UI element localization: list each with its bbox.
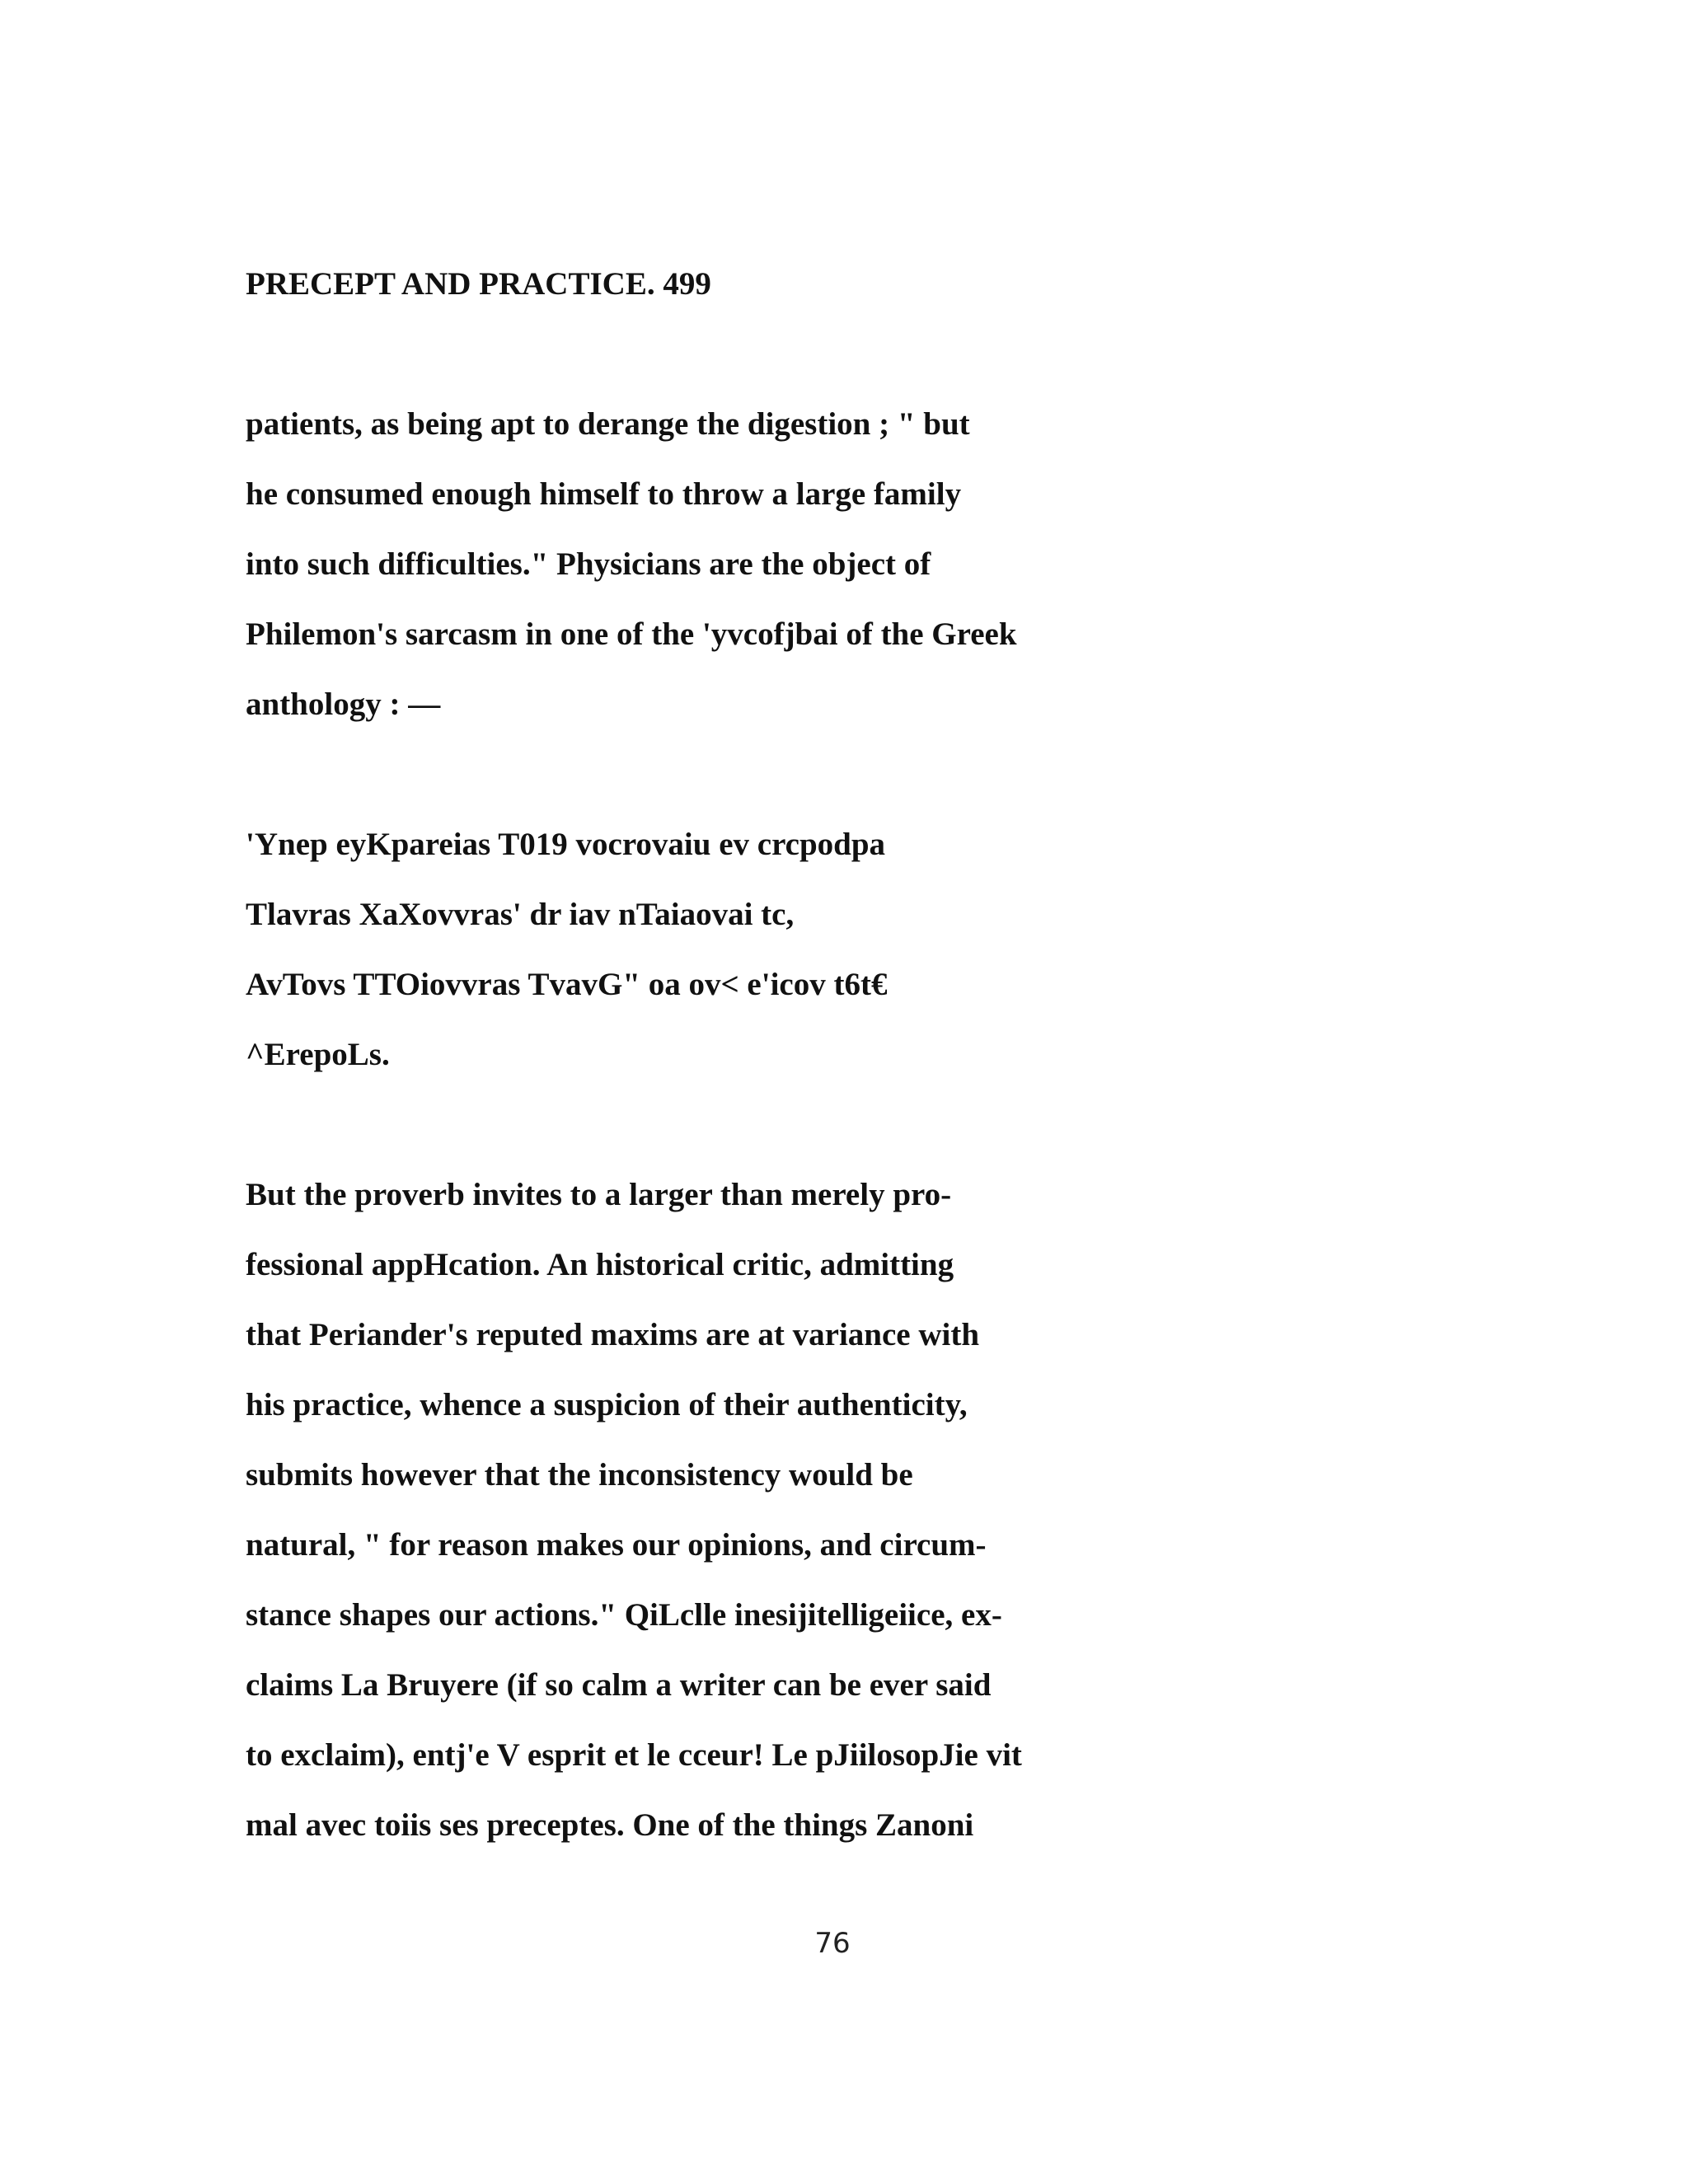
text-line: But the proverb invites to a larger than merely pro- xyxy=(246,1177,952,1212)
text-line: submits however that the inconsistency would be xyxy=(246,1457,913,1493)
quote-line: AvTovs TTOiovvras TvavG" oa ov< e'icov t6t€ xyxy=(246,967,888,1002)
text-line: claims La Bruyere (if so calm a writer can be ever said xyxy=(246,1667,992,1703)
quote-line: ^ErepoLs. xyxy=(246,1037,390,1072)
text-line: Philemon's sarcasm in one of the 'yvcofjbai of the Greek xyxy=(246,616,1017,652)
text-line: to exclaim), entj'e V esprit et le cceur! Le pJiilosopJie vit xyxy=(246,1737,1022,1773)
text-line: natural, " for reason makes our opinions, and circum- xyxy=(246,1527,987,1563)
quote-line: Tlavras XaXovvras' dr iav nTaiaovai tc, xyxy=(246,897,795,932)
quote-line: 'Ynep eyKpareias T019 vocrovaiu ev crcpodpa xyxy=(246,827,886,862)
text-line: stance shapes our actions." QiLclle inesijitelligeiice, ex- xyxy=(246,1597,1002,1633)
text-line: that Periander's reputed maxims are at variance with xyxy=(246,1317,980,1352)
text-line: mal avec toiis ses preceptes. One of the things Zanoni xyxy=(246,1807,974,1843)
text-line: into such difficulties." Physicians are the object of xyxy=(246,546,931,582)
page-number: 76 xyxy=(814,1927,851,1960)
running-head: PRECEPT AND PRACTICE. 499 xyxy=(246,266,711,302)
text-line: fessional appHcation. An historical critic, admitting xyxy=(246,1247,954,1282)
text-line: he consumed enough himself to throw a large family xyxy=(246,476,962,512)
text-line: anthology : — xyxy=(246,687,441,722)
text-line: patients, as being apt to derange the digestion ; " but xyxy=(246,406,970,442)
text-line: his practice, whence a suspicion of their authenticity, xyxy=(246,1387,968,1422)
